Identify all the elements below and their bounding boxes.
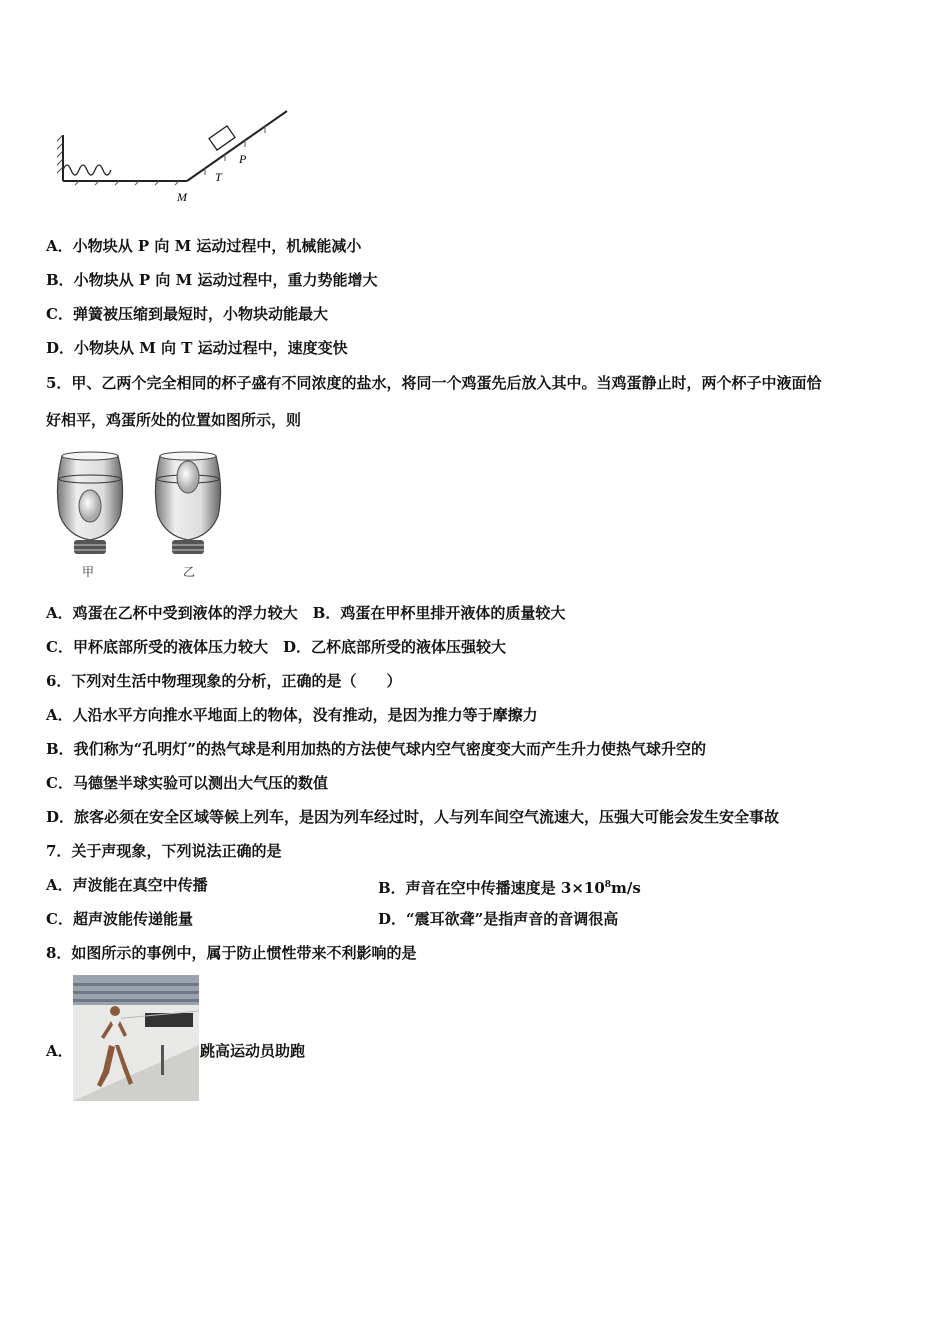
- q6-option-d: D．旅客必须在安全区域等候上列车，是因为列车经过时，人与列车间空气流速大，压强大可能会发生安全事故: [46, 808, 780, 826]
- q4-option-c: C．弹簧被压缩到最短时，小物块动能最大: [46, 305, 328, 323]
- q7-option-b: [378, 875, 641, 898]
- label-T: T: [215, 170, 222, 184]
- block: [209, 126, 235, 150]
- spring: [63, 165, 111, 175]
- q7-stem: 7．关于声现象，下列说法正确的是: [46, 842, 282, 860]
- egg-cups-figure: [50, 448, 240, 560]
- q8-option-a-text: 跳高运动员助跑: [200, 1042, 306, 1060]
- q6-option-a: A．人沿水平方向推水平地面上的物体，没有推动，是因为推力等于摩擦力: [46, 706, 538, 724]
- q5-options-line2: C．甲杯底部所受的液体压力较大 D．乙杯底部所受的液体压强较大: [46, 638, 506, 656]
- q5-stem-line2: 好相平，鸡蛋所处的位置如图所示，则: [46, 411, 302, 429]
- q7-option-c: C．超声波能传递能量: [46, 910, 193, 928]
- q5-options-line1: A．鸡蛋在乙杯中受到液体的浮力较大 B．鸡蛋在甲杯里排开液体的质量较大: [46, 604, 566, 622]
- q6-option-c: C．马德堡半球实验可以测出大气压的数值: [46, 774, 328, 792]
- high-jump-photo: [73, 975, 199, 1101]
- q4-option-b: B．小物块从 P 向 M 运动过程中，重力势能增大: [46, 271, 378, 289]
- label-M: M: [177, 190, 187, 204]
- slope-spring-figure: [55, 105, 295, 210]
- q7-option-b-prefix: B．声音在空中传播速度是 3×10: [378, 879, 605, 897]
- cup-left: [57, 452, 122, 554]
- q8-stem: 8．如图所示的事例中，属于防止惯性带来不利影响的是: [46, 944, 417, 962]
- q4-option-d: D．小物块从 M 向 T 运动过程中，速度变快: [46, 339, 348, 357]
- q5-stem-line1: 5．甲、乙两个完全相同的杯子盛有不同浓度的盐水，将同一个鸡蛋先后放入其中。当鸡蛋静止时，两个杯子中液面恰: [46, 374, 822, 392]
- label-P: P: [239, 152, 247, 166]
- q7-option-b-exponent: 8: [604, 880, 612, 890]
- q8-option-a-label: A．: [46, 1042, 73, 1060]
- q6-stem: 6．下列对生活中物理现象的分析，正确的是（ ）: [46, 672, 402, 690]
- cup-left-label: 甲: [82, 565, 95, 579]
- cup-right-label: 乙: [183, 565, 196, 579]
- q4-option-a: A．小物块从 P 向 M 运动过程中，机械能减小: [46, 237, 362, 255]
- q7-option-d: D．“震耳欲聋”是指声音的音调很高: [378, 910, 619, 928]
- egg-left: [79, 490, 101, 522]
- q7-option-a: A．声波能在真空中传播: [46, 876, 208, 894]
- egg-right: [177, 461, 199, 493]
- q7-option-b-unit: m/s: [611, 879, 641, 897]
- cup-right: [155, 452, 220, 554]
- q6-option-b: B．我们称为“孔明灯”的热气球是利用加热的方法使气球内空气密度变大而产生升力使热气球升空的: [46, 740, 706, 758]
